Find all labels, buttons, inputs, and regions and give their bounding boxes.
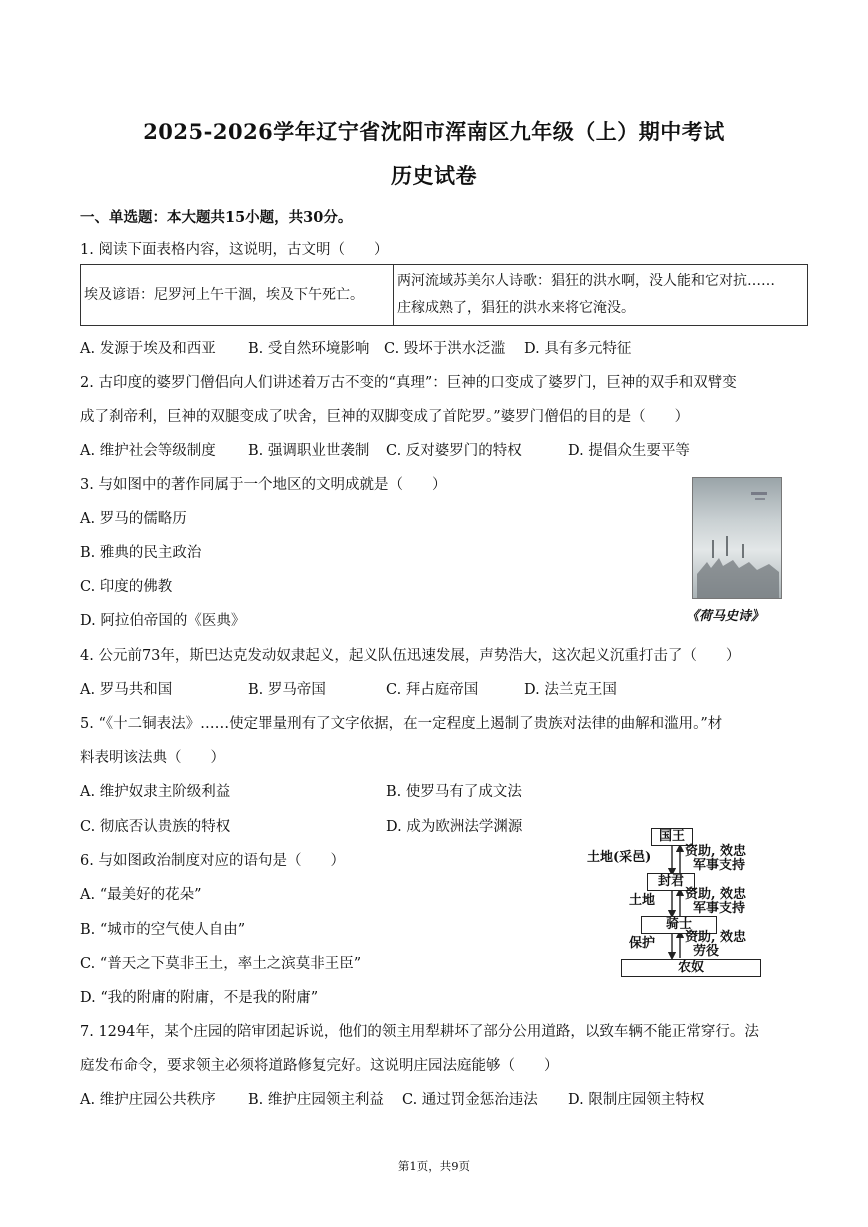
- q4-option-b[interactable]: B. 罗马帝国: [248, 682, 326, 698]
- support-loyalty-label-2: 资助, 效忠: [685, 887, 747, 902]
- q3-stem: 3. 与如图中的著作同属于一个地区的文明成就是（ ）: [80, 477, 447, 493]
- q1-option-b[interactable]: B. 受自然环境影响: [248, 341, 370, 357]
- land-label: 土地: [629, 893, 656, 908]
- q4-option-d[interactable]: D. 法兰克王国: [524, 682, 617, 698]
- labor-service-label: 劳役: [693, 944, 720, 959]
- q4-option-a[interactable]: A. 罗马共和国: [80, 682, 173, 698]
- q7-option-a[interactable]: A. 维护庄园公共秩序: [80, 1092, 216, 1108]
- q7-option-d[interactable]: D. 限制庄园领主特权: [568, 1092, 705, 1108]
- q7-option-b[interactable]: B. 维护庄园领主利益: [248, 1092, 384, 1108]
- book-image-caption: 《荷马史诗》: [686, 609, 765, 624]
- feudal-hierarchy-diagram: [585, 826, 785, 976]
- q5-stem-line2: 料表明该法典（ ）: [80, 750, 225, 766]
- q2-stem-line2: 成了刹帝利，巨神的双腿变成了吠舍，巨神的双脚变成了首陀罗。”婆罗门僧侣的目的是（ ）: [80, 409, 690, 425]
- q1-option-d[interactable]: D. 具有多元特征: [524, 341, 632, 357]
- q2-option-b[interactable]: B. 强调职业世袭制: [248, 443, 370, 459]
- q4-option-c[interactable]: C. 拜占庭帝国: [386, 682, 479, 698]
- page-footer: 第1页，共9页: [397, 1159, 471, 1173]
- military-support-label-1: 军事支持: [693, 858, 746, 873]
- q5-option-a[interactable]: A. 维护奴隶主阶级利益: [80, 784, 231, 800]
- q3-option-c[interactable]: C. 印度的佛教: [80, 579, 173, 595]
- q7-option-c[interactable]: C. 通过罚金惩治违法: [402, 1092, 538, 1108]
- q6-stem: 6. 与如图政治制度对应的语句是（ ）: [80, 853, 345, 869]
- q6-option-b[interactable]: B. “城市的空气使人自由”: [80, 922, 246, 938]
- q3-option-a[interactable]: A. 罗马的儒略历: [80, 511, 187, 527]
- land-fief-label: 土地(采邑): [587, 850, 652, 865]
- q7-stem-line2: 庭发布命令，要求领主必须将道路修复完好。这说明庄园法庭能够（ ）: [80, 1058, 559, 1074]
- knight-box: 骑士: [641, 916, 717, 934]
- q7-stem-line1: 7. 1294年，某个庄园的陪审团起诉说，他们的领主用犁耕坏了部分公用道路，以致车辆不能正常穿行。法: [80, 1024, 759, 1040]
- q1-table-right-line1: 两河流域苏美尔人诗歌：猖狂的洪水啊，没人能和它对抗……: [397, 273, 775, 289]
- q2-option-c[interactable]: C. 反对婆罗门的特权: [386, 443, 522, 459]
- document-title: 2025-2026学年辽宁省沈阳市浑南区九年级（上）期中考试: [143, 119, 725, 144]
- homer-epic-book-image: [692, 477, 782, 599]
- q1-material-table: [80, 264, 808, 326]
- lord-box: 封君: [647, 873, 695, 891]
- q1-option-a[interactable]: A. 发源于埃及和西亚: [80, 341, 216, 357]
- q6-option-a[interactable]: A. “最美好的花朵”: [80, 887, 202, 903]
- q1-option-c[interactable]: C. 毁坏于洪水泛滥: [384, 341, 506, 357]
- q1-table-right: [394, 265, 808, 326]
- support-loyalty-label-3: 资助, 效忠: [685, 930, 747, 945]
- q5-option-c[interactable]: C. 彻底否认贵族的特权: [80, 819, 231, 835]
- serf-box: 农奴: [621, 959, 761, 977]
- support-loyalty-label-1: 资助, 效忠: [685, 844, 747, 859]
- q4-stem: 4. 公元前73年，斯巴达克发动奴隶起义，起义队伍迅速发展，声势浩大，这次起义沉重打击了（ ）: [80, 648, 741, 664]
- q6-option-c[interactable]: C. “普天之下莫非王土，率土之滨莫非王臣”: [80, 956, 362, 972]
- section-heading: 一、单选题：本大题共15小题，共30分。: [80, 209, 353, 226]
- q3-option-d[interactable]: D. 阿拉伯帝国的《医典》: [80, 613, 246, 629]
- q2-option-d[interactable]: D. 提倡众生要平等: [568, 443, 690, 459]
- document-subtitle: 历史试卷: [391, 163, 477, 188]
- q1-table-right-line2: 庄稼成熟了，猖狂的洪水来将它淹没。: [397, 300, 635, 316]
- q1-table-left: 埃及谚语：尼罗河上午干涸，埃及下午死亡。: [81, 265, 394, 326]
- q5-stem-line1: 5. “《十二铜表法》……使定罪量刑有了文字依据，在一定程度上遏制了贵族对法律的曲解和滥用。”材: [80, 716, 723, 732]
- q1-stem: 1. 阅读下面表格内容，这说明，古文明（ ）: [80, 242, 389, 258]
- military-support-label-2: 军事支持: [693, 901, 746, 916]
- q2-option-a[interactable]: A. 维护社会等级制度: [80, 443, 216, 459]
- q2-stem-line1: 2. 古印度的婆罗门僧侣向人们讲述着万古不变的“真理”：巨神的口变成了婆罗门，巨神的双手和双臂变: [80, 375, 737, 391]
- q5-option-b[interactable]: B. 使罗马有了成文法: [386, 784, 522, 800]
- king-box: 国王: [651, 828, 693, 846]
- q3-option-b[interactable]: B. 雅典的民主政治: [80, 545, 202, 561]
- book-cover-illustration: [693, 478, 781, 598]
- q5-option-d[interactable]: D. 成为欧洲法学渊源: [386, 819, 523, 835]
- q6-option-d[interactable]: D. “我的附庸的附庸，不是我的附庸”: [80, 990, 319, 1006]
- protection-label: 保护: [629, 936, 656, 951]
